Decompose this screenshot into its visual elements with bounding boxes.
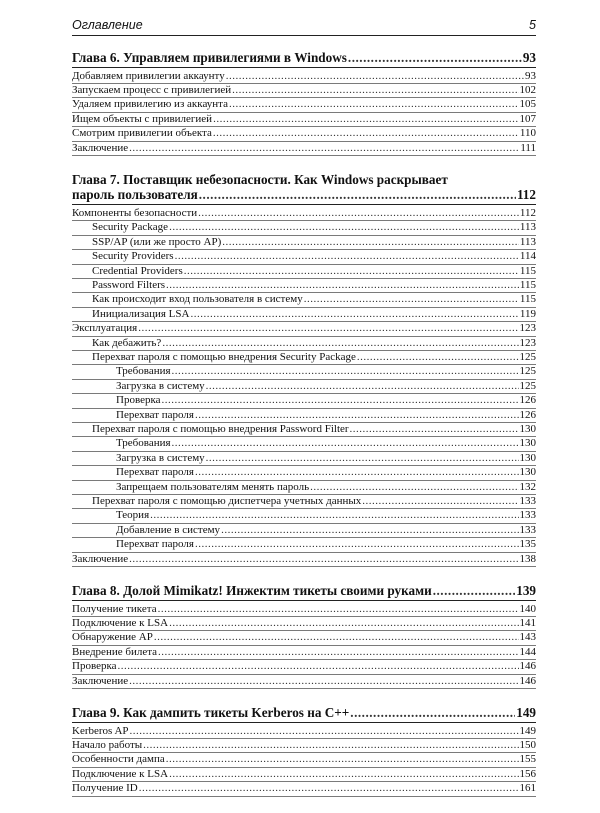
toc-entry-title: Перехват пароля с помощью внедрения Password Filter xyxy=(92,423,349,436)
toc-entry-page: 146 xyxy=(519,674,536,687)
toc-entry-title: Добавляем привилегии аккаунту xyxy=(72,69,225,82)
leader-dots xyxy=(150,509,518,522)
toc-entry xyxy=(72,236,536,250)
toc-entry-page: 130 xyxy=(519,451,536,464)
chapter-entries xyxy=(72,725,536,797)
chapter-title: Глава 6. Управляем привилегиями в Windows xyxy=(72,50,347,65)
toc-entry-title: Перехват пароля xyxy=(116,466,194,479)
toc-entry-page: 155 xyxy=(519,753,536,766)
leader-dots xyxy=(222,236,519,249)
toc-entry-page: 125 xyxy=(519,351,536,363)
leader-dots xyxy=(169,221,519,234)
toc-entry-page: 149 xyxy=(519,724,536,737)
leader-dots xyxy=(195,538,519,551)
chapter-title-line2: пароль пользователя xyxy=(72,187,198,203)
leader-dots xyxy=(169,768,518,781)
running-header-title: Оглавление xyxy=(72,18,143,32)
leader-dots xyxy=(304,293,519,306)
toc-entry xyxy=(72,142,536,156)
leader-dots xyxy=(350,705,515,721)
toc-entry xyxy=(72,675,536,689)
toc-entry-title: Security Providers xyxy=(92,250,174,263)
leader-dots xyxy=(162,394,519,407)
toc-entry-title: Как происходит вход пользователя в систему xyxy=(92,293,303,306)
toc-entry-title: Ищем объекты с привилегией xyxy=(72,112,213,125)
toc-entry-title: Особенности дампа xyxy=(72,753,165,766)
toc-entry-title: Эксплуатация xyxy=(72,322,138,335)
chapter-entries xyxy=(72,603,536,689)
toc-entry-title: Перехват пароля с помощью диспетчера учетных данных xyxy=(92,495,362,508)
leader-dots xyxy=(195,466,519,479)
toc-entry-page: 138 xyxy=(519,552,536,565)
chapter-page: 149 xyxy=(516,705,536,721)
toc-entry-title: Заключение xyxy=(72,141,129,154)
toc-entry-title: Требования xyxy=(116,365,171,378)
toc-entry-page: 112 xyxy=(519,206,536,219)
toc-entry-page: 107 xyxy=(519,112,536,125)
toc-entry xyxy=(72,437,536,451)
toc-entry-page: 123 xyxy=(519,322,536,335)
chapter-heading xyxy=(72,172,536,205)
toc-entry xyxy=(72,84,536,98)
toc-entry xyxy=(72,631,536,645)
chapter-title: Глава 8. Долой Mimikatz! Инжектим тикеты своими руками xyxy=(72,583,432,599)
leader-dots xyxy=(310,481,518,494)
toc-entry-page: 114 xyxy=(519,250,536,263)
toc-entry-title: Credential Providers xyxy=(92,264,183,277)
toc-entry xyxy=(72,221,536,235)
toc-entry-title: Начало работы xyxy=(72,738,143,751)
chapter-9 xyxy=(72,705,536,797)
toc-entry xyxy=(72,553,536,567)
chapter-heading xyxy=(72,583,536,601)
leader-dots xyxy=(229,98,519,111)
toc-entry-page: 144 xyxy=(519,645,536,658)
chapter-title-row xyxy=(72,583,536,599)
toc-entry-page: 156 xyxy=(519,767,536,780)
toc-entry xyxy=(72,481,536,495)
toc-entry xyxy=(72,725,536,739)
toc-entry xyxy=(72,452,536,466)
toc-entry-page: 135 xyxy=(519,538,536,551)
toc-entry-page: 146 xyxy=(519,660,536,673)
toc-entry xyxy=(72,646,536,660)
toc-entry-title: Kerberos AP xyxy=(72,724,129,737)
leader-dots xyxy=(213,113,518,126)
toc-entry xyxy=(72,265,536,279)
leader-dots xyxy=(129,553,518,566)
toc-entry-title: Перехват пароля xyxy=(116,408,194,421)
toc-entry-title: Подключение к LSA xyxy=(72,767,169,780)
chapter-7 xyxy=(72,172,536,567)
toc-entry-page: 130 xyxy=(519,423,536,436)
leader-dots xyxy=(190,308,518,321)
toc-entry-title: Подключение к LSA xyxy=(72,617,169,629)
toc-entry-title: Заключение xyxy=(72,552,129,565)
toc-entry-page: 133 xyxy=(519,495,536,508)
toc-entry-page: 115 xyxy=(519,293,536,306)
chapter-heading xyxy=(72,50,536,68)
toc-entry-page: 126 xyxy=(519,394,536,407)
running-header xyxy=(72,18,536,36)
toc-entry xyxy=(72,293,536,307)
toc-entry xyxy=(72,782,536,796)
chapter-title-line1: Глава 7. Поставщик небезопасности. Как Windows раскрывает xyxy=(72,171,448,187)
toc-entry-title: Удаляем привилегию из аккаунта xyxy=(72,98,228,111)
toc-entry-page: 150 xyxy=(519,738,536,751)
toc-entry-page: 110 xyxy=(519,127,536,140)
toc-entry-page: 140 xyxy=(519,602,536,615)
leader-dots xyxy=(362,495,518,508)
toc-entry-title: SSP/AP (или же просто AP) xyxy=(92,235,222,248)
toc-entry-title: Компоненты безопасности xyxy=(72,206,198,219)
toc-entry xyxy=(72,250,536,264)
toc-entry-page: 130 xyxy=(519,466,536,479)
toc-entry-page: 115 xyxy=(519,264,536,277)
toc-entry xyxy=(72,337,536,351)
toc-entry xyxy=(72,423,536,437)
leader-dots xyxy=(195,409,519,422)
leader-dots xyxy=(139,782,519,795)
leader-dots xyxy=(130,725,519,738)
toc-entry xyxy=(72,753,536,767)
leader-dots xyxy=(158,603,519,616)
leader-dots xyxy=(213,127,519,140)
chapter-page: 139 xyxy=(516,583,536,599)
leader-dots xyxy=(129,142,519,155)
toc-entry xyxy=(72,617,536,631)
toc-entry xyxy=(72,495,536,509)
toc-entry xyxy=(72,409,536,423)
table-of-contents xyxy=(72,50,536,813)
toc-entry-title: Как дебажить? xyxy=(92,336,162,349)
leader-dots xyxy=(198,207,519,220)
toc-entry-title: Обнаружение AP xyxy=(72,631,153,644)
toc-entry xyxy=(72,538,536,552)
chapter-title: Глава 9. Как дампить тикеты Kerberos на C++ xyxy=(72,705,350,721)
leader-dots xyxy=(221,524,518,537)
leader-dots xyxy=(166,279,519,292)
leader-dots xyxy=(433,583,516,599)
leader-dots xyxy=(154,631,519,644)
leader-dots xyxy=(138,322,518,335)
leader-dots xyxy=(206,452,519,465)
toc-entry-page: 126 xyxy=(519,408,536,421)
toc-entry xyxy=(72,70,536,84)
toc-entry-page: 141 xyxy=(519,617,536,629)
toc-entry-page: 119 xyxy=(519,307,536,320)
toc-entry-title: Security Package xyxy=(92,221,169,234)
chapter-8 xyxy=(72,583,536,689)
leader-dots xyxy=(158,646,518,659)
toc-entry-title: Получение ID xyxy=(72,782,138,795)
leader-dots xyxy=(129,675,518,688)
leader-dots xyxy=(175,250,519,263)
toc-entry-title: Password Filters xyxy=(92,278,166,291)
toc-entry-title: Проверка xyxy=(72,660,117,673)
toc-entry xyxy=(72,322,536,336)
toc-entry-page: 130 xyxy=(519,437,536,450)
toc-entry xyxy=(72,509,536,523)
toc-entry xyxy=(72,739,536,753)
toc-entry-title: Загрузка в систему xyxy=(116,451,205,464)
toc-entry xyxy=(72,98,536,112)
leader-dots xyxy=(162,337,518,350)
chapter-page: 112 xyxy=(516,187,536,203)
chapter-entries xyxy=(72,70,536,156)
leader-dots xyxy=(184,265,519,278)
toc-entry-title: Заключение xyxy=(72,674,129,687)
leader-dots xyxy=(172,437,519,450)
leader-dots xyxy=(348,50,522,66)
leader-dots xyxy=(166,753,519,766)
toc-entry-title: Требования xyxy=(116,437,171,450)
toc-entry-title: Запрещаем пользователям менять пароль xyxy=(116,480,310,493)
leader-dots xyxy=(350,423,519,436)
toc-entry xyxy=(72,603,536,617)
toc-entry xyxy=(72,660,536,674)
chapter-heading xyxy=(72,705,536,723)
toc-entry xyxy=(72,466,536,480)
leader-dots xyxy=(143,739,518,752)
toc-entry-title: Проверка xyxy=(116,394,161,407)
toc-entry xyxy=(72,113,536,127)
toc-entry-page: 161 xyxy=(519,782,536,795)
toc-entry-page: 125 xyxy=(519,379,536,392)
toc-entry-page: 132 xyxy=(519,480,536,493)
chapter-entries xyxy=(72,207,536,567)
toc-entry-title: Получение тикета xyxy=(72,602,157,615)
toc-entry-page: 113 xyxy=(519,235,536,248)
toc-entry-title: Теория xyxy=(116,509,150,522)
page-number: 5 xyxy=(529,18,536,32)
toc-entry-title: Загрузка в систему xyxy=(116,379,205,392)
toc-entry-page: 115 xyxy=(519,278,536,291)
toc-entry xyxy=(72,394,536,408)
toc-entry-title: Перехват пароля с помощью внедрения Security Package xyxy=(92,351,356,363)
leader-dots xyxy=(172,365,519,378)
chapter-6 xyxy=(72,50,536,156)
toc-entry xyxy=(72,279,536,293)
toc-entry-page: 123 xyxy=(519,336,536,349)
leader-dots xyxy=(206,380,519,393)
leader-dots xyxy=(357,351,519,364)
toc-entry xyxy=(72,768,536,782)
toc-entry-page: 111 xyxy=(520,141,536,154)
toc-entry xyxy=(72,365,536,379)
toc-entry-title: Инициализация LSA xyxy=(92,307,190,320)
chapter-title-row xyxy=(72,705,536,721)
toc-entry-page: 105 xyxy=(519,98,536,111)
toc-entry xyxy=(72,207,536,221)
chapter-title-row xyxy=(72,187,536,203)
chapter-page: 93 xyxy=(522,50,536,65)
toc-entry xyxy=(72,351,536,365)
toc-entry-page: 143 xyxy=(519,631,536,644)
leader-dots xyxy=(232,84,518,97)
chapter-title-row xyxy=(72,50,536,66)
leader-dots xyxy=(226,70,524,83)
toc-entry-title: Добавление в систему xyxy=(116,523,221,536)
toc-entry-page: 133 xyxy=(519,509,536,522)
toc-entry-page: 93 xyxy=(525,69,536,82)
toc-entry-title: Смотрим привилегии объекта xyxy=(72,127,212,140)
toc-entry-page: 133 xyxy=(519,523,536,536)
toc-entry-page: 125 xyxy=(519,365,536,378)
toc-entry xyxy=(72,524,536,538)
toc-entry-page: 113 xyxy=(519,221,536,234)
toc-entry xyxy=(72,127,536,141)
leader-dots xyxy=(169,617,518,630)
toc-entry xyxy=(72,308,536,322)
toc-entry-title: Внедрение билета xyxy=(72,645,158,658)
toc-entry xyxy=(72,380,536,394)
toc-entry-title: Запускаем процесс с привилегией xyxy=(72,83,232,96)
toc-entry-title: Перехват пароля xyxy=(116,538,194,551)
leader-dots xyxy=(199,187,516,203)
leader-dots xyxy=(118,660,519,673)
toc-entry-page: 102 xyxy=(519,83,536,96)
